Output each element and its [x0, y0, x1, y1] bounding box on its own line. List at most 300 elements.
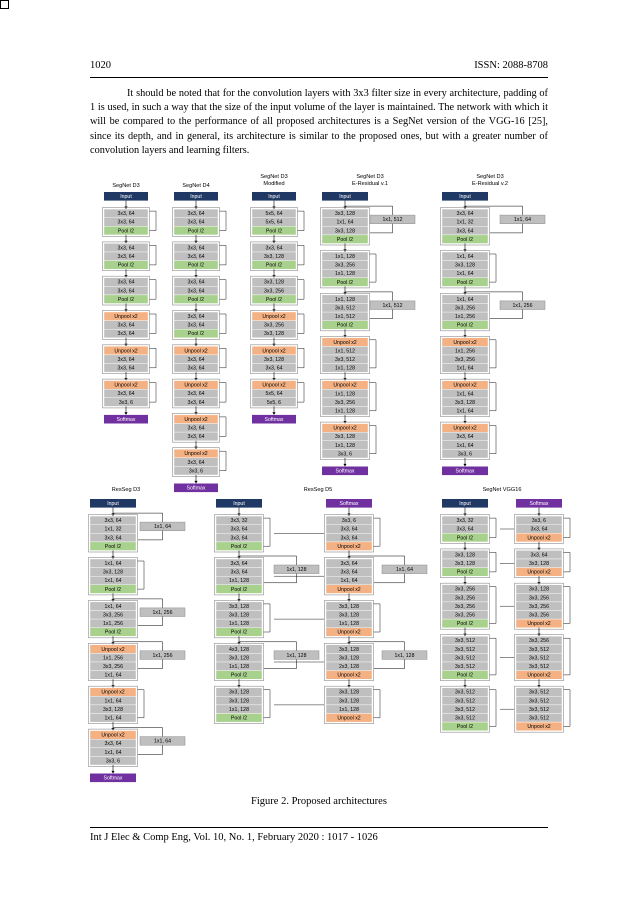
identity-connector [490, 340, 497, 368]
layer-label: Unpool x2 [527, 672, 551, 679]
input-label: Input [107, 500, 119, 507]
input-label: Input [190, 193, 202, 200]
identity-connector [370, 254, 377, 282]
architecture-7 [441, 487, 571, 732]
layer-label: 3x3, 128 [455, 552, 475, 559]
layer-label: 3x3, 256 [264, 322, 284, 329]
layer-label: 3x3, 64 [187, 365, 205, 372]
layer-label: 3x3, 64 [187, 253, 205, 260]
layer-label: 3x3, 512 [529, 655, 549, 662]
layer-label: 3x3, 256 [529, 603, 549, 610]
identity-connector [150, 211, 157, 231]
layer-label: 3x3, 128 [339, 689, 359, 696]
layer-label: 1x1, 64 [104, 672, 122, 679]
layer-label: 4x3, 128 [229, 646, 249, 653]
identity-connector [220, 417, 227, 437]
layer-label: 1x1, 32 [456, 219, 474, 226]
layer-label: 1x1, 128 [229, 578, 249, 585]
layer-label: 3x3, 6 [337, 451, 353, 458]
layer-label: Pool /2 [187, 296, 205, 303]
layer-label: 1x1, 64 [340, 578, 358, 585]
residual-label: 1x1, 64 [153, 738, 172, 745]
layer-label: Unpool x2 [453, 339, 477, 346]
identity-connector [564, 552, 571, 572]
layer-label: 5x5, 64 [265, 211, 283, 218]
layer-label: 3x3, 64 [104, 741, 122, 748]
layer-label: 3x3, 64 [117, 253, 135, 260]
layer-label: 3x3, 128 [339, 655, 359, 662]
layer-label: 1x1, 256 [103, 621, 123, 628]
layer-label: 3x3, 64 [340, 535, 358, 542]
residual-label: 1x1, 64 [395, 566, 414, 573]
architecture-title: SegNet VGG16 [482, 487, 522, 493]
identity-connector [220, 245, 227, 265]
layer-label: 3x3, 512 [529, 715, 549, 722]
softmax-label: Softmax [264, 416, 284, 423]
layer-label: 3x3, 512 [529, 698, 549, 705]
layer-label: Pool /2 [117, 296, 135, 303]
layer-label: 5x5, 6 [266, 399, 282, 406]
layer-label: Unpool x2 [262, 348, 286, 355]
layer-label: 3x3, 512 [455, 655, 475, 662]
layer-label: 1x1, 256 [455, 348, 475, 355]
layer-label: 3x3, 64 [104, 518, 122, 525]
layer-label: 3x3, 512 [455, 638, 475, 645]
softmax-label: Softmax [529, 500, 549, 507]
layer-label: 1x1, 512 [335, 314, 355, 321]
layer-label: 3x3, 256 [529, 595, 549, 602]
layer-label: 3x3, 256 [103, 612, 123, 619]
residual-label: 1x1, 512 [382, 217, 403, 224]
layer-label: 3x3, 64 [340, 526, 358, 533]
layer-label: 3x3, 6 [531, 518, 547, 525]
layer-label: Pool /2 [336, 236, 354, 243]
layer-label: Pool /2 [230, 672, 248, 679]
layer-label: 1x1, 64 [336, 219, 354, 226]
layer-label: 1x1, 64 [456, 365, 474, 372]
skip-connector [490, 310, 523, 319]
layer-label: 3x3, 64 [265, 365, 283, 372]
architecture-title: SegNet D4 [182, 183, 210, 189]
layer-label: 3x3, 64 [117, 365, 135, 372]
layer-label: 3x3, 128 [103, 706, 123, 713]
layer-label: 3x3, 64 [340, 560, 358, 567]
layer-label: 3x3, 6 [188, 468, 204, 475]
identity-connector [298, 211, 305, 231]
identity-connector [370, 426, 377, 454]
layer-label: Unpool x2 [337, 543, 361, 550]
layer-label: Unpool x2 [114, 382, 138, 389]
layer-label: 3x3, 256 [455, 586, 475, 593]
layer-label: 5x5, 64 [265, 391, 283, 398]
layer-label: Pool /2 [117, 228, 135, 235]
identity-connector [564, 638, 571, 675]
identity-connector [490, 552, 497, 572]
layer-label: 3x3, 512 [529, 706, 549, 713]
layer-label: Unpool x2 [527, 621, 551, 628]
architecture-4 [441, 174, 546, 475]
architecture-title: SegNet D3 E-Residual v.1 [352, 174, 388, 187]
identity-connector [374, 518, 381, 546]
identity-connector [264, 690, 271, 718]
identity-connector [370, 383, 377, 411]
layer-label: 3x3, 128 [264, 331, 284, 338]
layer-label: 1x1, 128 [339, 621, 359, 628]
identity-connector [150, 245, 157, 265]
identity-connector [564, 518, 571, 538]
identity-connector [264, 518, 271, 546]
arrow-head [343, 464, 346, 467]
softmax-label: Softmax [103, 775, 123, 782]
identity-connector [220, 280, 227, 300]
architecture-1 [173, 183, 227, 492]
skip-connector [374, 574, 405, 583]
layer-label: Unpool x2 [184, 416, 208, 423]
architecture-2 [251, 174, 305, 424]
layer-label: 3x3, 6 [118, 399, 134, 406]
layer-label: Unpool x2 [262, 382, 286, 389]
identity-connector [220, 383, 227, 403]
residual-label: 1x1, 512 [382, 302, 403, 309]
layer-label: 3x3, 128 [229, 689, 249, 696]
residual-label: 1x1, 128 [286, 566, 307, 573]
layer-label: 3x3, 64 [456, 228, 474, 235]
skip-connector [138, 745, 163, 754]
identity-connector [298, 383, 305, 403]
layer-label: Unpool x2 [337, 715, 361, 722]
layer-label: 1x1, 128 [335, 391, 355, 398]
layer-label: 5x5, 64 [265, 219, 283, 226]
identity-connector [220, 348, 227, 368]
layer-label: 3x3, 64 [187, 313, 205, 320]
layer-label: Unpool x2 [333, 425, 357, 432]
layer-label: 3x3, 128 [229, 698, 249, 705]
layer-label: 1x1, 128 [229, 706, 249, 713]
layer-label: 3x3, 64 [187, 288, 205, 295]
arrow-head [194, 481, 197, 484]
residual-label: 1x1, 64 [153, 524, 172, 531]
arrow-head [111, 771, 114, 774]
layer-label: 1x1, 64 [104, 578, 122, 585]
architecture-6 [215, 487, 428, 724]
input-label: Input [268, 193, 280, 200]
architecture-3 [321, 174, 416, 475]
layer-label: 1x1, 64 [104, 715, 122, 722]
identity-connector [220, 451, 227, 471]
layer-label: 3x3, 512 [335, 305, 355, 312]
layer-label: 1x1, 512 [335, 348, 355, 355]
layer-label: 1x1, 64 [456, 408, 474, 415]
softmax-label: Softmax [455, 468, 475, 475]
layer-label: Pool /2 [336, 322, 354, 329]
layer-label: 3x3, 512 [455, 698, 475, 705]
layer-label: 1x1, 64 [104, 603, 122, 610]
input-label: Input [339, 193, 351, 200]
layer-label: Unpool x2 [333, 382, 357, 389]
layer-label: 3x3, 64 [187, 245, 205, 252]
layer-label: Unpool x2 [184, 348, 208, 355]
residual-label: 1x1, 256 [152, 652, 173, 659]
layer-label: Unpool x2 [337, 629, 361, 636]
layer-label: Unpool x2 [337, 672, 361, 679]
layer-label: 1x1, 128 [335, 271, 355, 278]
identity-connector [264, 604, 271, 632]
layer-label: Pool /2 [456, 672, 474, 679]
layer-label: 1x1, 128 [335, 408, 355, 415]
layer-label: 3x3, 128 [455, 399, 475, 406]
layer-label: 1x1, 64 [104, 698, 122, 705]
layer-label: 3x3, 128 [335, 228, 355, 235]
layer-label: 3x3, 64 [117, 288, 135, 295]
layer-label: Pool /2 [230, 586, 248, 593]
softmax-label: Softmax [335, 468, 355, 475]
identity-connector [298, 314, 305, 334]
layer-label: 3x3, 64 [187, 322, 205, 329]
identity-connector [298, 280, 305, 300]
layer-label: 3x3, 128 [335, 434, 355, 441]
layer-label: 3x3, 6 [457, 451, 473, 458]
layer-label: Pool /2 [456, 724, 474, 731]
layer-label: 3x3, 64 [456, 434, 474, 441]
input-label: Input [233, 500, 245, 507]
page-number: 1020 [90, 60, 111, 71]
skip-connector [138, 659, 163, 668]
layer-label: 3x3, 128 [529, 560, 549, 567]
input-label: Input [120, 193, 132, 200]
layer-label: Pool /2 [187, 228, 205, 235]
layer-label: 1x1, 64 [456, 391, 474, 398]
footer-rule [90, 827, 548, 828]
layer-label: 3x3, 64 [530, 552, 548, 559]
identity-connector [150, 314, 157, 334]
layer-label: Pool /2 [456, 621, 474, 628]
layer-label: 3x3, 128 [529, 586, 549, 593]
layer-label: 3x3, 64 [187, 459, 205, 466]
layer-label: Pool /2 [230, 629, 248, 636]
softmax-label: Softmax [186, 485, 206, 492]
layer-label: 3x3, 512 [529, 663, 549, 670]
layer-label: 1x1, 64 [456, 253, 474, 260]
layer-label: 3x3, 32 [456, 518, 474, 525]
layer-label: Pool /2 [187, 331, 205, 338]
identity-connector [370, 340, 377, 368]
layer-label: Pool /2 [456, 322, 474, 329]
identity-connector [298, 348, 305, 368]
residual-label: 1x1, 64 [513, 217, 532, 224]
layer-label: 3x3, 64 [117, 356, 135, 363]
layer-label: 1x1, 128 [335, 296, 355, 303]
identity-connector [138, 561, 145, 589]
identity-connector [490, 690, 497, 727]
layer-label: Pool /2 [336, 279, 354, 286]
layer-label: 3x3, 256 [529, 612, 549, 619]
skip-connector [370, 310, 393, 319]
layer-label: Pool /2 [456, 279, 474, 286]
skip-connector [138, 617, 163, 626]
layer-label: 3x3, 64 [187, 399, 205, 406]
residual-label: 1x1, 128 [394, 652, 415, 659]
layer-label: 3x3, 64 [187, 211, 205, 218]
layer-label: 3x3, 256 [529, 638, 549, 645]
layer-label: 3x3, 64 [230, 535, 248, 542]
identity-connector [298, 245, 305, 265]
identity-connector [564, 690, 571, 727]
layer-label: 3x3, 512 [529, 689, 549, 696]
architecture-0 [103, 183, 157, 424]
layer-label: 3x3, 64 [187, 219, 205, 226]
layer-label: 3x3, 64 [117, 331, 135, 338]
identity-connector [138, 690, 145, 718]
footer-citation: Int J Elec & Comp Eng, Vol. 10, No. 1, February 2020 : 1017 - 1026 [90, 832, 378, 843]
layer-label: 3x3, 64 [187, 279, 205, 286]
layer-label: Unpool x2 [527, 535, 551, 542]
layer-label: Unpool x2 [527, 569, 551, 576]
layer-label: 3x3, 64 [117, 211, 135, 218]
residual-label: 1x1, 256 [152, 609, 173, 616]
layer-label: 1x1, 128 [339, 706, 359, 713]
issn: ISSN: 2088-8708 [474, 60, 548, 71]
layer-label: 3x3, 128 [339, 603, 359, 610]
layer-label: 1x1, 64 [104, 560, 122, 567]
layer-label: Pool /2 [104, 586, 122, 593]
layer-label: 3x3, 256 [103, 663, 123, 670]
layer-label: 3x3, 64 [230, 569, 248, 576]
softmax-label: Softmax [116, 416, 136, 423]
layer-label: 3x3, 64 [530, 526, 548, 533]
layer-label: 3x3, 64 [104, 535, 122, 542]
architecture-title: SegNet D3 [112, 183, 140, 189]
layer-label: 1x1, 256 [103, 655, 123, 662]
layer-label: 3x3, 128 [339, 612, 359, 619]
layer-label: Unpool x2 [184, 451, 208, 458]
layer-label: Unpool x2 [527, 724, 551, 731]
layer-label: 1x1, 128 [335, 442, 355, 449]
layer-label: 1x1, 256 [455, 314, 475, 321]
layer-label: Unpool x2 [453, 382, 477, 389]
layer-label: 1x1, 64 [456, 296, 474, 303]
layer-label: Unpool x2 [453, 425, 477, 432]
layer-label: 3x3, 128 [229, 603, 249, 610]
layer-label: 3x3, 64 [117, 279, 135, 286]
layer-label: Pool /2 [104, 629, 122, 636]
layer-label: 3x3, 64 [230, 526, 248, 533]
layer-label: 3x3, 64 [340, 569, 358, 576]
layer-label: 3x3, 128 [339, 646, 359, 653]
layer-label: 1x1, 128 [335, 365, 355, 372]
architecture-title: SegNet D3 E-Residual v.2 [472, 174, 508, 187]
layer-label: Pool /2 [265, 228, 283, 235]
layer-label: 3x3, 64 [187, 391, 205, 398]
layer-label: Unpool x2 [101, 732, 125, 739]
layer-label: Pool /2 [117, 262, 135, 269]
layer-label: Pool /2 [187, 262, 205, 269]
architecture-title: ResSeg D5 [303, 487, 333, 493]
layer-label: 3x3, 128 [229, 655, 249, 662]
layer-label: 1x1, 128 [335, 253, 355, 260]
layer-label: 3x3, 512 [335, 356, 355, 363]
layer-label: 3x3, 512 [455, 663, 475, 670]
layer-label: Pool /2 [456, 535, 474, 542]
layer-label: 3x3, 128 [264, 356, 284, 363]
arrow-head [463, 464, 466, 467]
layer-label: Unpool x2 [114, 313, 138, 320]
identity-connector [374, 604, 381, 632]
layer-label: 1x1, 128 [229, 663, 249, 670]
layer-label: 3x3, 32 [230, 518, 248, 525]
layer-label: 3x3, 256 [335, 262, 355, 269]
identity-connector [490, 383, 497, 411]
layer-label: 1x1, 128 [229, 621, 249, 628]
softmax-label: Softmax [339, 500, 359, 507]
layer-label: 3x3, 64 [456, 211, 474, 218]
arrow-head [124, 412, 127, 415]
skip-connector [370, 224, 393, 233]
layer-label: 3x3, 128 [455, 262, 475, 269]
layer-label: 3x3, 256 [455, 305, 475, 312]
layer-label: 3x3, 64 [187, 425, 205, 432]
layer-label: 3x3, 64 [187, 356, 205, 363]
input-label: Input [459, 193, 471, 200]
layer-label: Pool /2 [230, 715, 248, 722]
layer-label: Pool /2 [456, 236, 474, 243]
layer-label: 3x3, 128 [455, 560, 475, 567]
identity-connector [150, 348, 157, 368]
skip-connector [138, 531, 163, 540]
skip-connector [490, 224, 523, 233]
layer-label: 3x3, 128 [339, 698, 359, 705]
layer-label: Pool /2 [230, 543, 248, 550]
layer-label: 1x1, 32 [104, 526, 122, 533]
layer-label: 3x3, 6 [341, 518, 357, 525]
layer-label: 3x3, 64 [187, 434, 205, 441]
residual-label: 1x1, 256 [512, 302, 533, 309]
layer-label: 3x3, 128 [229, 612, 249, 619]
identity-connector [490, 518, 497, 538]
layer-label: 3x3, 512 [455, 706, 475, 713]
layer-label: 3x3, 256 [455, 603, 475, 610]
layer-label: Unpool x2 [262, 313, 286, 320]
layer-label: 3x3, 64 [265, 245, 283, 252]
skip-connector [264, 574, 297, 583]
layer-label: 3x3, 512 [455, 715, 475, 722]
layer-label: Pool /2 [456, 569, 474, 576]
identity-connector [150, 383, 157, 403]
figure-caption: Figure 2. Proposed architectures [251, 796, 387, 807]
arrow-head [272, 412, 275, 415]
layer-label: 3x3, 256 [335, 399, 355, 406]
body-paragraph: It should be noted that for the convolution layers with 3x3 filter size in every architecture, padding of 1 is used, in such a way that the size of the input volume of the layer is maintained. The network with which it will be compared to the performance of all proposed architectures is a SegNet version of the VGG-16 [25], since its depth, and in general, its architecture is similar to the proposed ones, but with a greater number of convolution layers and learning filters. [90, 88, 548, 156]
identity-connector [490, 638, 497, 675]
residual-label: 1x1, 128 [286, 652, 307, 659]
layer-label: 3x3, 256 [264, 288, 284, 295]
skip-connector [264, 659, 297, 668]
layer-label: 3x3, 512 [455, 646, 475, 653]
architecture-title: SegNet D3 Modified [260, 174, 288, 187]
layer-label: 3x3, 128 [103, 569, 123, 576]
layer-label: 1x1, 64 [456, 442, 474, 449]
layer-label: 3x3, 64 [117, 391, 135, 398]
architecture-title: ResSeg D3 [111, 487, 141, 493]
layer-label: 3x3, 64 [117, 245, 135, 252]
layer-label: 3x3, 64 [117, 322, 135, 329]
architecture-5 [89, 487, 186, 782]
layer-label: Pool /2 [265, 296, 283, 303]
layer-label: 3x3, 256 [455, 356, 475, 363]
layer-label: Pool /2 [265, 262, 283, 269]
identity-connector [220, 314, 227, 334]
identity-connector [150, 280, 157, 300]
layer-label: Unpool x2 [101, 646, 125, 653]
